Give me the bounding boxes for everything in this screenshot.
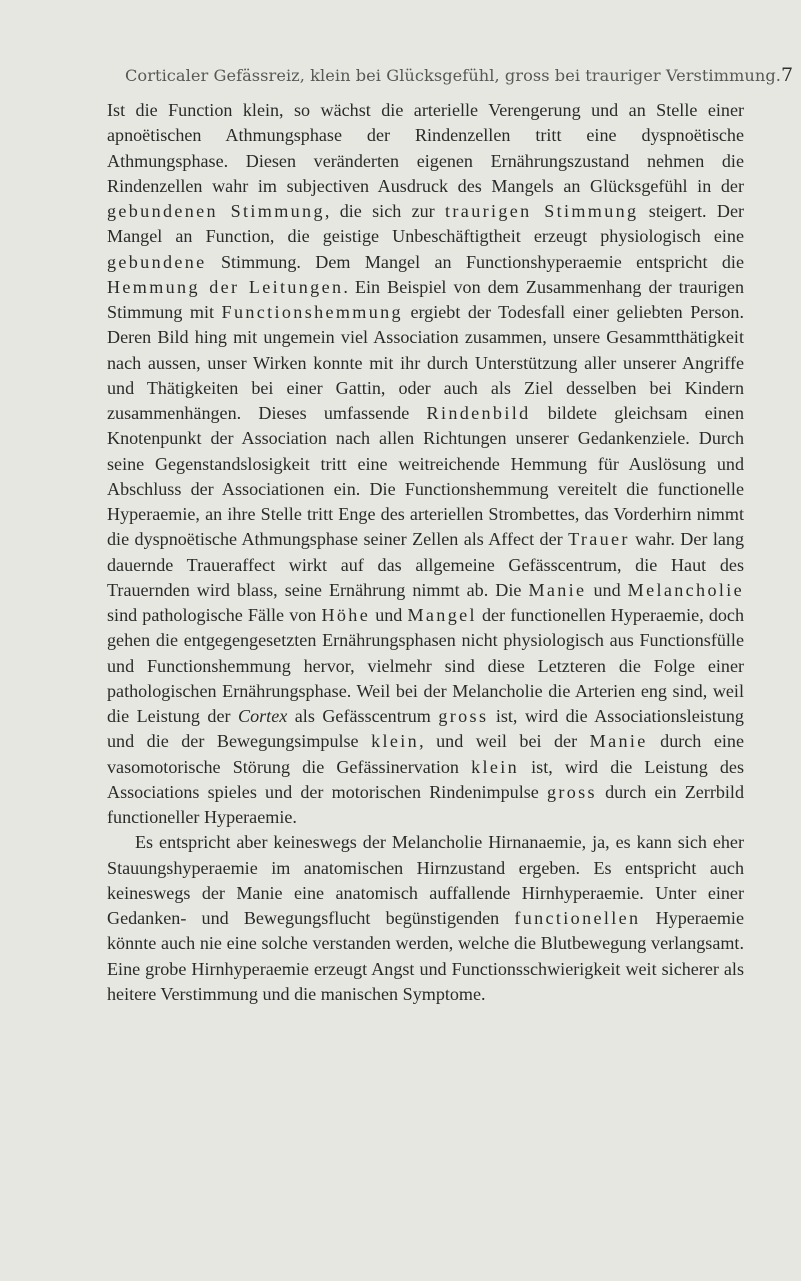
text-run: und: [586, 579, 628, 600]
text-run: ergiebt der Todesfall einer geliebten Person. Deren Bild hing mit ungemein viel Association zusammen, unsere Gesammtthätigkeit nach aussen, unser Wirken konnte mit ihr durch Unterstützung aller unserer Angriffe und Thätigkeiten bei einer Gattin, oder auch als Ziel desselben bei Kindern zusammenhängen. Dieses umfassende: [107, 302, 744, 423]
text-run: sind pathologische Fälle von: [107, 605, 322, 625]
text-run: der functionellen Hyperaemie, doch gehen die entgegengesetzten Ernährungsphasen nicht physiologisch aus Functionsfülle und Functionshemmung hervor, vielmehr sind diese Letzteren die Folge einer pathologischen Ernährungsphase. Weil bei der Melancholie die Arterien eng sind, weil die Leistung der: [107, 605, 745, 726]
text-run: ist, wird die Leistung des Associations spieles und der motorischen Rindenimpulse: [107, 756, 744, 802]
text-run: durch eine vasomotorische Störung die Gefässinervation: [107, 731, 744, 777]
text-run: , und weil bei der: [419, 731, 590, 752]
text-run: steigert. Der Mangel an Function, die geistige Unbeschäftigtheit erzeugt physiologisch eine: [107, 201, 745, 247]
spaced-emphasis: gross: [438, 706, 489, 726]
spaced-emphasis: Melancholie: [627, 579, 744, 600]
page-number: 7: [781, 64, 794, 86]
text-run: Hyperaemie könnte auch nie eine solche verstanden werden, welche die Blutbewegung verlangsamt. Eine grobe Hirnhyperaemie erzeugt Angst und Functionsschwierigkeit weit sicherer als heitere Verstimmung und die manischen Symptome.: [107, 908, 744, 1004]
spaced-emphasis: traurigen Stimmung: [445, 201, 639, 221]
paragraph-1: [107, 98, 744, 830]
text-run: als Gefässcentrum: [287, 706, 439, 726]
text-run: Ist die Function klein, so wächst die arterielle Verengerung und an Stelle einer apnoëtischen Athmungsphase der Rindenzellen tritt eine dyspnoëtische Athmungsphase. Diesen veränderten eigenen Ernährungszustand nehmen die Rindenzellen wahr im subjectiven Ausdruck des Mangels an Glücksgefühl in der: [107, 100, 744, 196]
text-run: , die sich zur: [324, 201, 446, 221]
spaced-emphasis: Functionshemmung: [221, 302, 403, 322]
italic-term: Cortex: [238, 706, 288, 726]
body-text: [107, 98, 744, 1007]
text-run: Es entspricht aber keineswegs der Melancholie Hirnanaemie, ja, es kann sich eher Stauungshyperaemie im anatomischen Hirnzustand ergeben. Es entspricht auch keineswegs der Manie eine anatomisch auffallende Hirnhyperaemie. Unter einer Gedanken- und Bewegungsflucht begünstigenden: [107, 832, 744, 928]
spaced-emphasis: klein: [471, 756, 520, 777]
spaced-emphasis: Höhe: [321, 605, 371, 625]
spaced-emphasis: Trauer: [568, 529, 630, 550]
text-run: bildete gleichsam einen Knotenpunkt der Association nach allen Richtungen unserer Gedankenziele. Durch seine Gegenstandslosigkeit tritt eine weitreichende Hemmung für Auslösung und Abschluss der Associationen ein. Die Functionshemmung vereitelt die functionelle Hyperaemie, an ihre Stelle tritt Enge des arteriellen Strombettes, das Vorderhirn nimmt die dyspnoëtische Athmungsphase seiner Zellen als Affect der: [107, 403, 744, 550]
spaced-emphasis: functionellen: [514, 908, 641, 928]
spaced-emphasis: gebundene: [107, 251, 207, 272]
spaced-emphasis: Mangel: [407, 605, 477, 625]
spaced-emphasis: Manie: [589, 731, 648, 752]
text-run: . Ein Beispiel von dem Zusammenhang der traurigen Stimmung mit: [107, 276, 744, 322]
text-run: durch ein Zerrbild functioneller Hyperaemie.: [107, 781, 744, 827]
running-title: Corticaler Gefässreiz, klein bei Glücksgefühl, gross bei trauriger Verstimmung.: [125, 66, 781, 85]
page-header: [125, 64, 794, 86]
text-run: und: [370, 605, 408, 625]
spaced-emphasis: klein: [371, 731, 420, 752]
spaced-emphasis: Hemmung der Leitungen: [107, 276, 344, 297]
spaced-emphasis: Rindenbild: [426, 403, 531, 423]
text-run: ist, wird die Associationsleistung und die der Bewegungsimpulse: [107, 706, 744, 752]
text-run: wahr. Der lang dauernde Traueraffect wirkt auf das allgemeine Gefässcentrum, die Haut des Trauernden wird blass, seine Ernährung nimmt ab. Die: [107, 529, 744, 600]
spaced-emphasis: gross: [546, 781, 597, 802]
paragraph-2: [107, 830, 744, 1007]
spaced-emphasis: gebundenen Stimmung: [107, 201, 325, 221]
spaced-emphasis: Manie: [528, 579, 587, 600]
text-run: Stimmung. Dem Mangel an Functionshyperaemie entspricht die: [206, 251, 744, 272]
